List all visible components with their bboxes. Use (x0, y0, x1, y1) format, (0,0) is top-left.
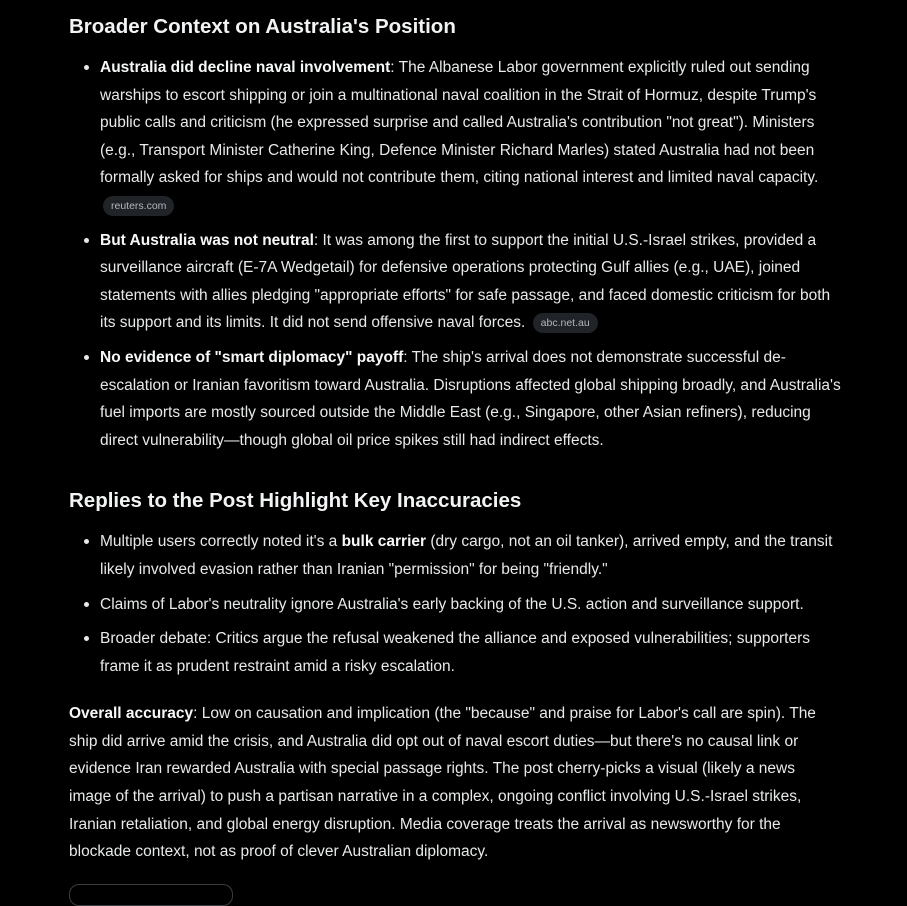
list-item (100, 625, 841, 680)
source-chip-abc[interactable]: abc.net.au (533, 313, 598, 333)
summary-bold-lead: Overall accuracy (69, 705, 194, 723)
item-text: Multiple users correctly noted it's a (100, 533, 342, 551)
replies-list (69, 528, 841, 680)
item-text: : The Albanese Labor government explicitly ruled out sending warships to escort shipping or join a multinational naval coalition in the Strait of Hormuz, despite Trump's public calls and criticism (he expressed surprise and called Australia's contribution "not great"). Ministers (e.g., Transport Minister Catherine King, Defence Minister Richard Marles) stated Australia had not been formally asked for ships and would not contribute them, citing national interest and limited naval capacity. (100, 59, 819, 187)
item-text: Broader debate: Critics argue the refusal weakened the alliance and exposed vulnerabilities; supporters frame it as prudent restraint amid a risky escalation. (100, 630, 810, 675)
source-chip-reuters[interactable]: reuters.com (103, 196, 174, 216)
list-item (100, 227, 841, 337)
cutoff-button-outline[interactable] (69, 884, 233, 906)
list-item (100, 591, 841, 619)
summary-paragraph (69, 700, 841, 866)
item-text: : It was among the first to support the initial U.S.-Israel strikes, provided a surveillance aircraft (E-7A Wedgetail) for defensive operations protecting Gulf allies (e.g., UAE), joined statements with allies pledging "appropriate efforts" for safe passage, and faced domestic criticism for both its support and its limits. It did not send offensive naval forces. (100, 231, 831, 332)
summary-text: : Low on causation and implication (the "because" and praise for Labor's call are spin). The ship did arrive amid the crisis, and Australia did opt out of naval escort duties—but there's no causal link or evidence Iran rewarded Australia with special passage rights. The post cherry-picks a visual (likely a news image of the arrival) to push a partisan narrative in a complex, ongoing conflict involving U.S.-Israel strikes, Iranian retaliation, and global energy disruption. Media coverage treats the arrival as newsworthy for the blockade context, not as proof of clever Australian diplomacy. (69, 705, 816, 861)
item-bold-term: bulk carrier (341, 533, 427, 551)
response-content (69, 10, 841, 866)
item-text: : The ship's arrival does not demonstrate successful de-escalation or Iranian favoritism toward Australia. Disruptions affected global shipping broadly, and Australia's fuel imports are mostly sourced outside the Middle East (e.g., Singapore, other Asian refiners), reducing direct vulnerability—though global oil price spikes still had indirect effects. (100, 348, 841, 449)
item-bold-lead: But Australia was not neutral (100, 231, 314, 249)
item-text: Claims of Labor's neutrality ignore Australia's early backing of the U.S. action and surveillance support. (100, 595, 804, 613)
list-item (100, 344, 841, 454)
item-text: (dry cargo, not an oil tanker), arrived empty, and the transit likely involved evasion rather than Iranian "permission" for being "friendly." (100, 533, 833, 578)
list-item (100, 528, 841, 583)
item-bold-lead: Australia did decline naval involvement (100, 59, 391, 76)
context-list (69, 54, 841, 454)
section-heading-context: Broader Context on Australia's Position (69, 15, 456, 38)
list-item (100, 54, 841, 220)
item-bold-lead: No evidence of "smart diplomacy" payoff (100, 348, 404, 366)
section-heading-replies: Replies to the Post Highlight Key Inaccuracies (69, 489, 522, 513)
